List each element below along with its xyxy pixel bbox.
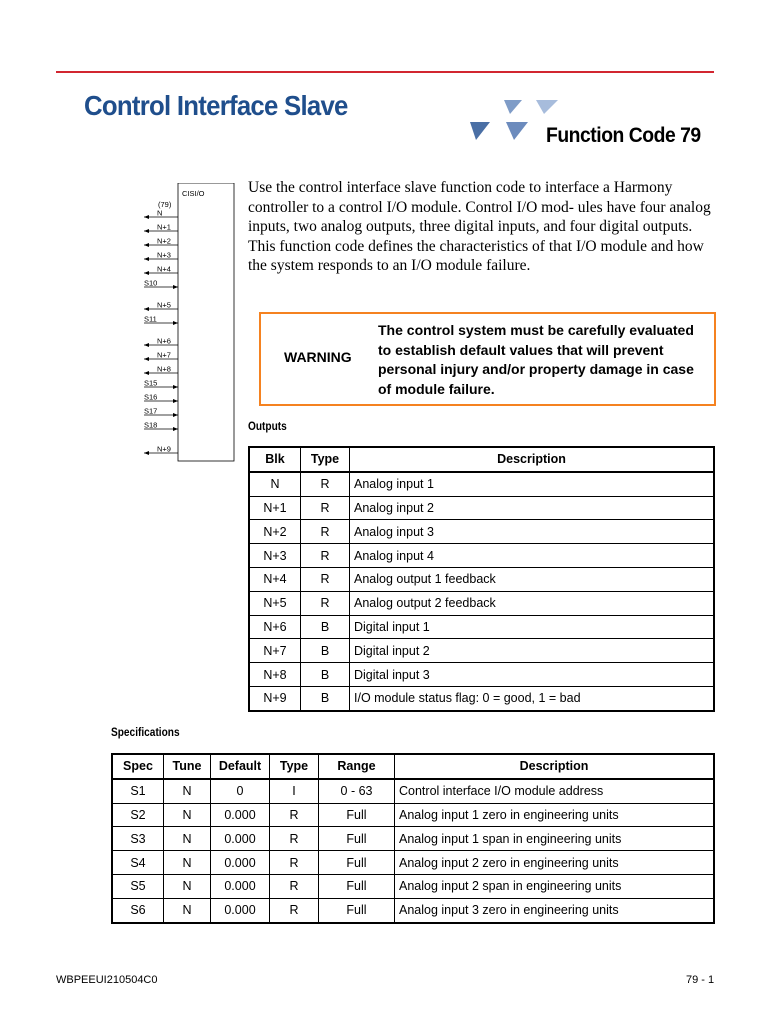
footer-page-number: 79 - 1 xyxy=(686,974,715,986)
table-cell: R xyxy=(301,544,350,568)
output-port-label: N+7 xyxy=(157,350,171,360)
table-cell: R xyxy=(270,898,319,922)
table-row xyxy=(112,803,714,827)
table-row xyxy=(112,851,714,875)
table-cell: N xyxy=(164,827,211,851)
table-cell: R xyxy=(301,496,350,520)
table-row xyxy=(249,520,714,544)
intro-text: Use the control interface slave function code to interface a Harmony controller to a control I/O module. Control I/O mod- ules have four analog inputs, two analog outputs, three digital inputs, and four digital outputs. This function code defines the characteristics of that I/O module and how the system responds to an I/O module failure. xyxy=(248,179,711,275)
table-row xyxy=(112,898,714,922)
intro-paragraph xyxy=(248,178,716,276)
table-cell: Digital input 3 xyxy=(350,663,715,687)
input-arrow-icon xyxy=(173,427,178,431)
table-cell: Analog input 3 zero in engineering units xyxy=(395,898,715,922)
output-arrow-icon xyxy=(144,243,149,247)
column-header: Type xyxy=(301,447,350,472)
table-cell: B xyxy=(301,663,350,687)
table-cell: Analog output 2 feedback xyxy=(350,591,715,615)
table-cell: Control interface I/O module address xyxy=(395,779,715,803)
table-cell: R xyxy=(270,803,319,827)
output-arrow-icon xyxy=(144,343,149,347)
table-cell: Full xyxy=(319,851,395,875)
table-cell: I xyxy=(270,779,319,803)
table-cell: Analog input 1 xyxy=(350,472,715,496)
table-cell: 0.000 xyxy=(211,874,270,898)
output-arrow-icon xyxy=(144,451,149,455)
column-header: Range xyxy=(319,754,395,779)
table-cell: Digital input 2 xyxy=(350,639,715,663)
input-port-label: S17 xyxy=(144,406,158,416)
output-port-label: N+4 xyxy=(157,264,171,274)
table-cell: B xyxy=(301,615,350,639)
output-port-label: N+5 xyxy=(157,300,171,310)
table-cell: N xyxy=(249,472,301,496)
table-cell: 0.000 xyxy=(211,898,270,922)
table-row xyxy=(249,496,714,520)
table-cell: Analog output 1 feedback xyxy=(350,567,715,591)
table-cell: Full xyxy=(319,898,395,922)
top-rule xyxy=(56,71,714,73)
table-cell: R xyxy=(301,591,350,615)
warning-label: WARNING xyxy=(284,349,352,365)
table-row xyxy=(112,827,714,851)
page-title: Control Interface Slave xyxy=(84,90,348,121)
input-arrow-icon xyxy=(173,285,178,289)
output-arrow-icon xyxy=(144,257,149,261)
table-cell: N+6 xyxy=(249,615,301,639)
table-cell: B xyxy=(301,639,350,663)
function-code-label: Function Code 79 xyxy=(546,124,701,147)
table-cell: 0.000 xyxy=(211,827,270,851)
table-cell: 0 xyxy=(211,779,270,803)
table-cell: Full xyxy=(319,874,395,898)
table-cell: N+4 xyxy=(249,567,301,591)
block-label: CISI/O xyxy=(182,189,205,198)
input-arrow-icon xyxy=(173,321,178,325)
table-cell: N xyxy=(164,779,211,803)
input-arrow-icon xyxy=(173,399,178,403)
output-arrow-icon xyxy=(144,215,149,219)
table-cell: Analog input 1 span in engineering units xyxy=(395,827,715,851)
specifications-heading: Specifications xyxy=(111,727,180,739)
table-cell: N+7 xyxy=(249,639,301,663)
table-row xyxy=(249,544,714,568)
table-cell: N+5 xyxy=(249,591,301,615)
output-port-label: N+1 xyxy=(157,222,171,232)
outputs-table xyxy=(248,446,715,712)
table-cell: 0.000 xyxy=(211,851,270,875)
table-cell: 0.000 xyxy=(211,803,270,827)
column-header: Type xyxy=(270,754,319,779)
input-arrow-icon xyxy=(173,385,178,389)
table-cell: S4 xyxy=(112,851,164,875)
column-header: Default xyxy=(211,754,270,779)
table-cell: N+8 xyxy=(249,663,301,687)
table-cell: Analog input 4 xyxy=(350,544,715,568)
column-header: Blk xyxy=(249,447,301,472)
output-port-label: N+6 xyxy=(157,336,171,346)
table-row xyxy=(249,663,714,687)
table-cell: Analog input 3 xyxy=(350,520,715,544)
input-port-label: S11 xyxy=(144,314,157,324)
table-row xyxy=(249,639,714,663)
input-port-label: S15 xyxy=(144,378,158,388)
table-cell: S5 xyxy=(112,874,164,898)
block-outline xyxy=(178,183,234,461)
table-row xyxy=(249,567,714,591)
table-cell: R xyxy=(270,851,319,875)
table-cell: N+2 xyxy=(249,520,301,544)
column-header: Tune xyxy=(164,754,211,779)
table-cell: Full xyxy=(319,827,395,851)
output-arrow-icon xyxy=(144,271,149,275)
function-block-diagram xyxy=(140,183,240,463)
table-cell: N xyxy=(164,851,211,875)
output-arrow-icon xyxy=(144,307,149,311)
table-cell: R xyxy=(301,567,350,591)
column-header: Description xyxy=(395,754,715,779)
table-row xyxy=(249,615,714,639)
table-cell: I/O module status flag: 0 = good, 1 = bad xyxy=(350,686,715,710)
table-header-row xyxy=(249,447,714,472)
output-port-label: N+2 xyxy=(157,236,171,246)
table-cell: S1 xyxy=(112,779,164,803)
table-cell: B xyxy=(301,686,350,710)
table-cell: R xyxy=(301,472,350,496)
input-port-label: S18 xyxy=(144,420,158,430)
input-port-label: S10 xyxy=(144,278,158,288)
input-arrow-icon xyxy=(173,413,178,417)
warning-text: The control system must be carefully evaluated to establish default values that will prevent personal injury and/or property damage in case of module failure. xyxy=(378,322,694,397)
table-cell: R xyxy=(270,827,319,851)
output-arrow-icon xyxy=(144,229,149,233)
outputs-heading: Outputs xyxy=(248,421,287,433)
table-cell: N xyxy=(164,898,211,922)
table-cell: N+1 xyxy=(249,496,301,520)
table-cell: Analog input 2 xyxy=(350,496,715,520)
column-header: Spec xyxy=(112,754,164,779)
block-function-code: (79) xyxy=(158,200,172,209)
output-port-label: N+9 xyxy=(157,444,171,454)
table-cell: R xyxy=(270,874,319,898)
table-cell: R xyxy=(301,520,350,544)
table-cell: Digital input 1 xyxy=(350,615,715,639)
table-cell: Analog input 2 zero in engineering units xyxy=(395,851,715,875)
table-cell: Analog input 1 zero in engineering units xyxy=(395,803,715,827)
table-cell: S3 xyxy=(112,827,164,851)
table-cell: N+9 xyxy=(249,686,301,710)
table-row xyxy=(112,779,714,803)
specifications-table xyxy=(111,753,715,924)
footer-doc-id: WBPEEUI210504C0 xyxy=(56,974,158,986)
output-port-label: N+3 xyxy=(157,250,171,260)
column-header: Description xyxy=(350,447,715,472)
output-arrow-icon xyxy=(144,357,149,361)
table-header-row xyxy=(112,754,714,779)
table-cell: Analog input 2 span in engineering units xyxy=(395,874,715,898)
input-port-label: S16 xyxy=(144,392,158,402)
output-port-label: N xyxy=(157,208,163,218)
table-cell: N xyxy=(164,803,211,827)
table-cell: S2 xyxy=(112,803,164,827)
table-row xyxy=(249,686,714,710)
table-cell: Full xyxy=(319,803,395,827)
table-cell: 0 - 63 xyxy=(319,779,395,803)
table-row xyxy=(249,591,714,615)
table-row xyxy=(112,874,714,898)
output-arrow-icon xyxy=(144,371,149,375)
table-cell: N xyxy=(164,874,211,898)
output-port-label: N+8 xyxy=(157,364,171,374)
table-cell: S6 xyxy=(112,898,164,922)
table-row xyxy=(249,472,714,496)
table-cell: N+3 xyxy=(249,544,301,568)
